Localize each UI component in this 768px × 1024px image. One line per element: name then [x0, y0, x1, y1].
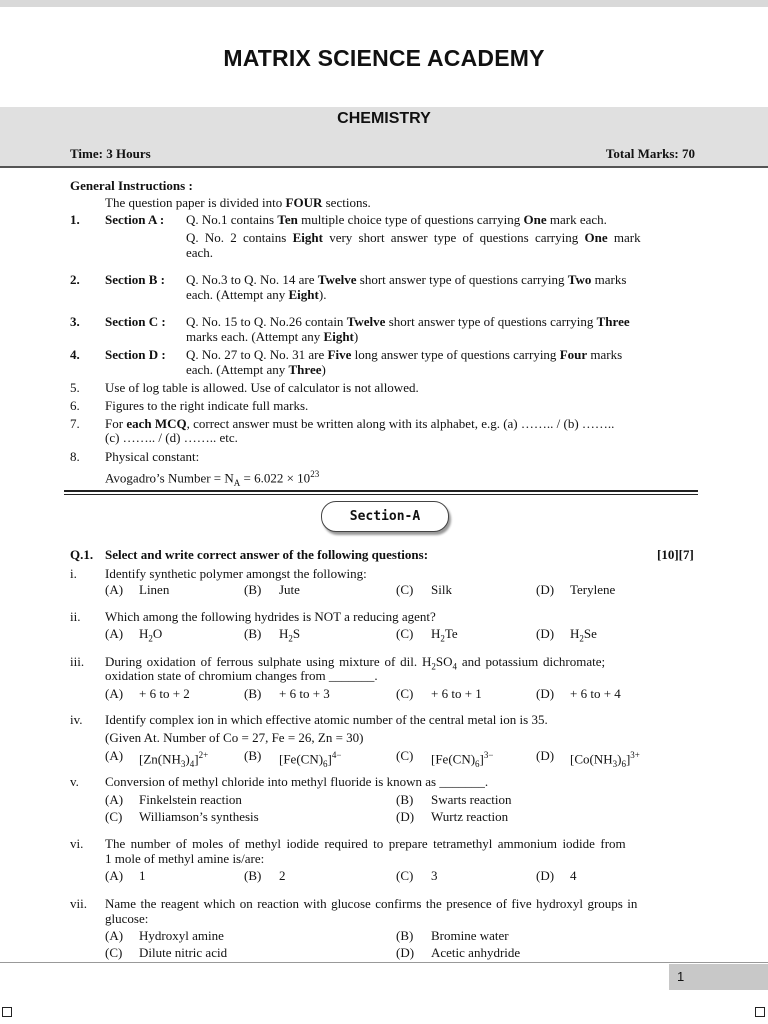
- section-c-line1: Q. No. 15 to Q. No.26 contain Twelve short answer type of questions carrying Three: [186, 314, 630, 329]
- academy-title: MATRIX SCIENCE ACADEMY: [223, 45, 545, 71]
- option-letter: (C): [396, 868, 414, 883]
- page-number: 1: [669, 964, 768, 990]
- instruction-item-7: For each MCQ, correct answer must be written along with its alphabet, e.g. (a) …….. / (b) ……..: [105, 416, 615, 431]
- option-text: Silk: [431, 582, 452, 597]
- option-letter: (D): [536, 686, 555, 701]
- option-letter: (B): [244, 582, 262, 597]
- item-number: 8.: [70, 449, 80, 464]
- option-formula: $H_2Te$: [431, 626, 458, 644]
- option-letter: (B): [244, 868, 262, 883]
- question-text: Which among the following hydrides is NOT a reducing agent?: [105, 609, 436, 624]
- footer-divider: [0, 962, 768, 963]
- instruction-item-5: Use of log table is allowed. Use of calculator is not allowed.: [105, 380, 419, 395]
- item-number: 7.: [70, 416, 80, 431]
- option-text: 4: [570, 868, 577, 883]
- option-letter: (D): [396, 945, 415, 960]
- option-letter: (C): [396, 748, 414, 763]
- option-formula: $H_2S$: [279, 626, 301, 644]
- question-roman: i.: [70, 566, 77, 581]
- item-number: 6.: [70, 398, 80, 413]
- option-text: 1: [139, 868, 146, 883]
- option-formula: $[Co(NH_3)_6]^{3+}$: [570, 750, 640, 769]
- option-letter: (A): [105, 626, 124, 641]
- question-roman: v.: [70, 774, 79, 789]
- question-roman: iv.: [70, 712, 83, 727]
- option-letter: (B): [244, 686, 262, 701]
- option-text: Jute: [279, 582, 300, 597]
- section-a-line2: Q. No. 2 contains Eight very short answer type of questions carrying One mark: [186, 230, 641, 245]
- item-number: 5.: [70, 380, 80, 395]
- option-formula: $[Zn(NH_3)_4]^{2+}$: [139, 750, 209, 769]
- instruction-item-7-cont: (c) …….. / (d) …….. etc.: [105, 430, 238, 445]
- option-text: 3: [431, 868, 438, 883]
- q1-text: Select and write correct answer of the following questions:: [105, 547, 429, 562]
- option-text: Terylene: [570, 582, 616, 597]
- option-text: + 6 to + 4: [570, 686, 621, 701]
- option-letter: (D): [536, 748, 555, 763]
- option-letter: (A): [105, 928, 124, 943]
- question-text: Identify synthetic polymer amongst the following:: [105, 566, 367, 581]
- option-text: Swarts reaction: [431, 792, 512, 807]
- option-letter: (A): [105, 582, 124, 597]
- option-text: + 6 to + 1: [431, 686, 482, 701]
- option-formula: $[Fe(CN)_6]^{4-}$: [279, 750, 342, 769]
- question-text: Conversion of methyl chloride into methyl fluoride is known as _______.: [105, 774, 489, 789]
- option-formula: $H_2Se$: [570, 626, 597, 644]
- option-formula: $H_2O$: [139, 626, 163, 644]
- option-text: Wurtz reaction: [431, 809, 509, 824]
- option-text: Bromine water: [431, 928, 509, 943]
- option-text: Acetic anhydride: [431, 945, 521, 960]
- instructions-intro: The question paper is divided into FOUR sections.: [105, 195, 371, 210]
- corner-handle-left: [2, 1007, 12, 1017]
- question-text: The number of moles of methyl iodide required to prepare tetramethyl ammonium iodide from: [105, 836, 626, 851]
- option-text: 2: [279, 868, 286, 883]
- option-text: Dilute nitric acid: [139, 945, 228, 960]
- section-d-label: Section D :: [105, 347, 166, 362]
- section-d-line2: each. (Attempt any Three): [186, 362, 326, 377]
- section-a-label: Section A :: [105, 212, 165, 227]
- option-letter: (B): [396, 928, 414, 943]
- option-text: Hydroxyl amine: [139, 928, 224, 943]
- question-text: Identify complex ion in which effective atomic number of the central metal ion is 35.: [105, 712, 548, 727]
- option-letter: (C): [105, 945, 123, 960]
- section-b-line1: Q. No.3 to Q. No. 14 are Twelve short answer type of questions carrying Two marks: [186, 272, 627, 287]
- corner-handle-right: [755, 1007, 765, 1017]
- section-b-line2: each. (Attempt any Eight).: [186, 287, 327, 302]
- option-letter: (B): [244, 626, 262, 641]
- section-a-line2-cont: each.: [186, 245, 214, 260]
- time-label: Time: 3 Hours: [70, 146, 151, 161]
- option-text: Finkelstein reaction: [139, 792, 242, 807]
- question-roman: ii.: [70, 609, 81, 624]
- section-c-line2: marks each. (Attempt any Eight): [186, 329, 359, 344]
- option-letter: (C): [396, 626, 414, 641]
- question-roman: vi.: [70, 836, 84, 851]
- instruction-item-6: Figures to the right indicate full marks.: [105, 398, 309, 413]
- option-letter: (B): [396, 792, 414, 807]
- section-a-line1: Q. No.1 contains Ten multiple choice type of questions carrying One mark each.: [186, 212, 607, 227]
- question-roman: iii.: [70, 654, 85, 669]
- option-letter: (D): [536, 868, 555, 883]
- double-divider: [64, 490, 698, 495]
- section-d-line1: Q. No. 27 to Q. No. 31 are Five long answer type of questions carrying Four marks: [186, 347, 623, 362]
- option-text: Linen: [139, 582, 170, 597]
- option-letter: (C): [396, 582, 414, 597]
- subject-title: CHEMISTRY: [337, 110, 431, 127]
- option-letter: (A): [105, 868, 124, 883]
- question-text-cont: 1 mole of methyl amine is/are:: [105, 851, 265, 866]
- option-letter: (B): [244, 748, 262, 763]
- item-number: 2.: [70, 272, 80, 287]
- q1-marks: [10][7]: [657, 547, 694, 562]
- option-letter: (A): [105, 748, 124, 763]
- option-letter: (C): [396, 686, 414, 701]
- option-letter: (D): [536, 582, 555, 597]
- option-text: + 6 to + 3: [279, 686, 330, 701]
- option-letter: (D): [396, 809, 415, 824]
- question-given: (Given At. Number of Co = 27, Fe = 26, Zn = 30): [105, 730, 364, 745]
- avogadro-constant: Avogadro’s Number = $N_A = 6.022 \times 10^{23}$: [105, 469, 320, 488]
- item-number: 4.: [70, 347, 80, 362]
- total-marks-label: Total Marks: 70: [605, 146, 695, 161]
- option-text: Williamson’s synthesis: [139, 809, 259, 824]
- question-text: During oxidation of ferrous sulphate using mixture of dil. $H_2SO_4$ and potassium dichromate;: [105, 654, 606, 672]
- option-letter: (A): [105, 686, 124, 701]
- question-text-cont: oxidation state of chromium changes from _______.: [105, 668, 378, 683]
- option-text: + 6 to + 2: [139, 686, 190, 701]
- option-formula: $[Fe(CN)_6]^{3-}$: [431, 750, 494, 769]
- top-strip: [0, 0, 768, 7]
- question-text: Name the reagent which on reaction with glucose confirms the presence of five hydroxyl groups in: [105, 896, 638, 911]
- section-a-badge: Section-A: [321, 501, 449, 532]
- item-number: 1.: [70, 212, 80, 227]
- item-number: 3.: [70, 314, 80, 329]
- section-c-label: Section C :: [105, 314, 166, 329]
- question-text-cont: glucose:: [105, 911, 149, 926]
- q1-number: Q.1.: [70, 547, 94, 562]
- option-letter: (C): [105, 809, 123, 824]
- option-letter: (D): [536, 626, 555, 641]
- option-letter: (A): [105, 792, 124, 807]
- instructions-heading: General Instructions :: [70, 178, 193, 193]
- question-roman: vii.: [70, 896, 87, 911]
- instruction-item-8: Physical constant:: [105, 449, 200, 464]
- section-b-label: Section B :: [105, 272, 165, 287]
